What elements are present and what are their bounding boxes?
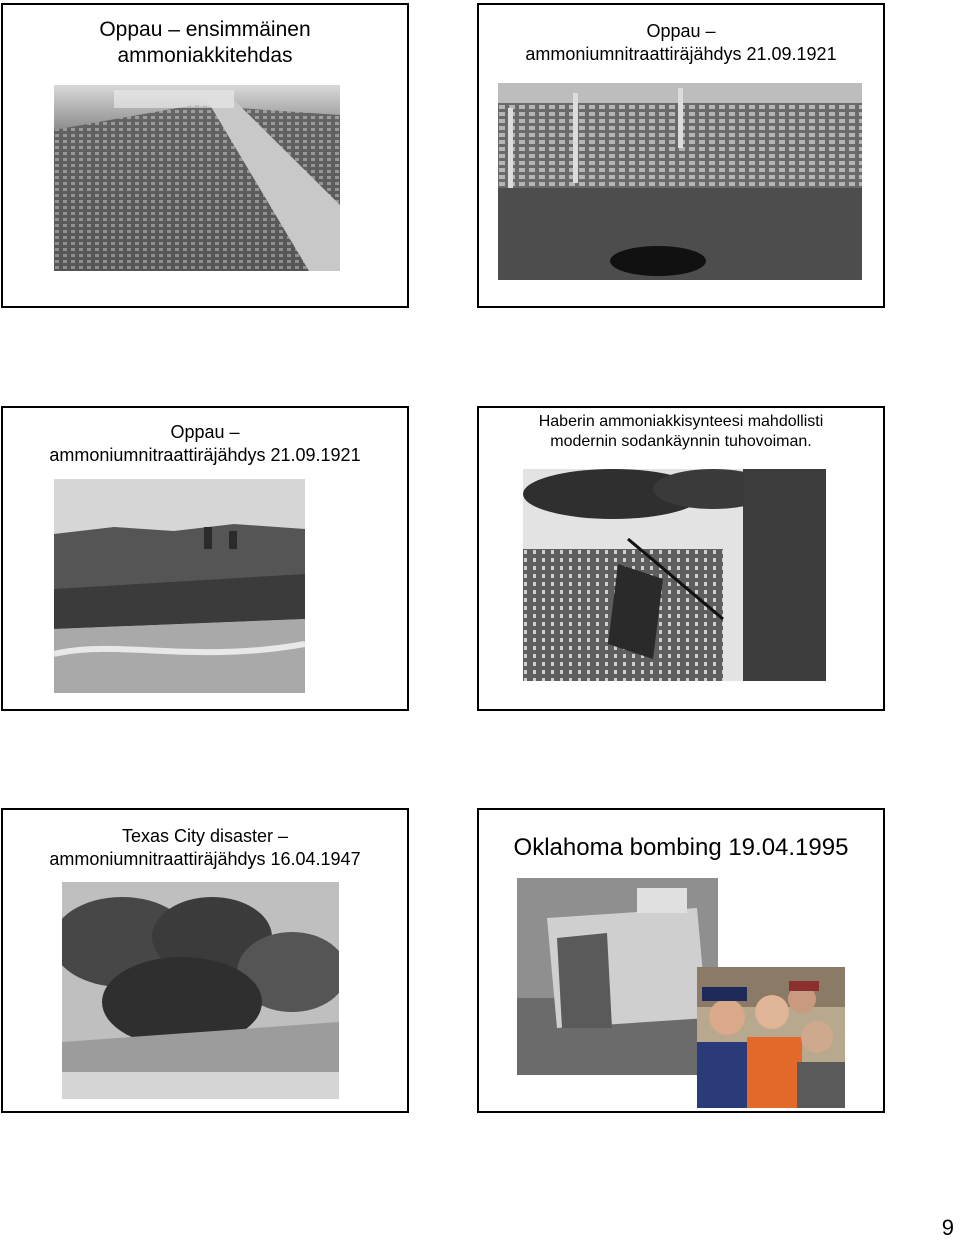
slide-6 xyxy=(477,808,885,1113)
slide-1 xyxy=(1,3,409,308)
slide-3 xyxy=(1,406,409,711)
flag-over-city-photo xyxy=(523,469,826,681)
slide-1-title: Oppau – ensimmäinen ammoniakkitehdas xyxy=(99,18,311,67)
slide-2 xyxy=(477,3,885,308)
slide-4-title: Haberin ammoniakkisynteesi mahdollisti modernin sodankäynnin tuhovoiman. xyxy=(538,413,824,450)
suspects-photo xyxy=(697,967,845,1108)
aerial-factory-photo xyxy=(54,85,340,271)
smoke-clouds-photo xyxy=(62,882,339,1099)
slide-6-title: Oklahoma bombing 19.04.1995 xyxy=(513,834,849,861)
crater-landscape-photo xyxy=(54,479,305,693)
slide-4 xyxy=(477,406,885,711)
page-number: 9 xyxy=(941,1215,954,1240)
explosion-crater-photo xyxy=(498,83,862,280)
slide-5-title: Texas City disaster – ammoniumnitraattiräjähdys 16.04.1947 xyxy=(49,826,361,869)
slide-2-title: Oppau – ammoniumnitraattiräjähdys 21.09.1921 xyxy=(525,21,837,64)
damaged-building-photo xyxy=(517,878,718,1075)
slide-3-title: Oppau – ammoniumnitraattiräjähdys 21.09.1921 xyxy=(49,422,361,465)
slide-5 xyxy=(1,808,409,1113)
